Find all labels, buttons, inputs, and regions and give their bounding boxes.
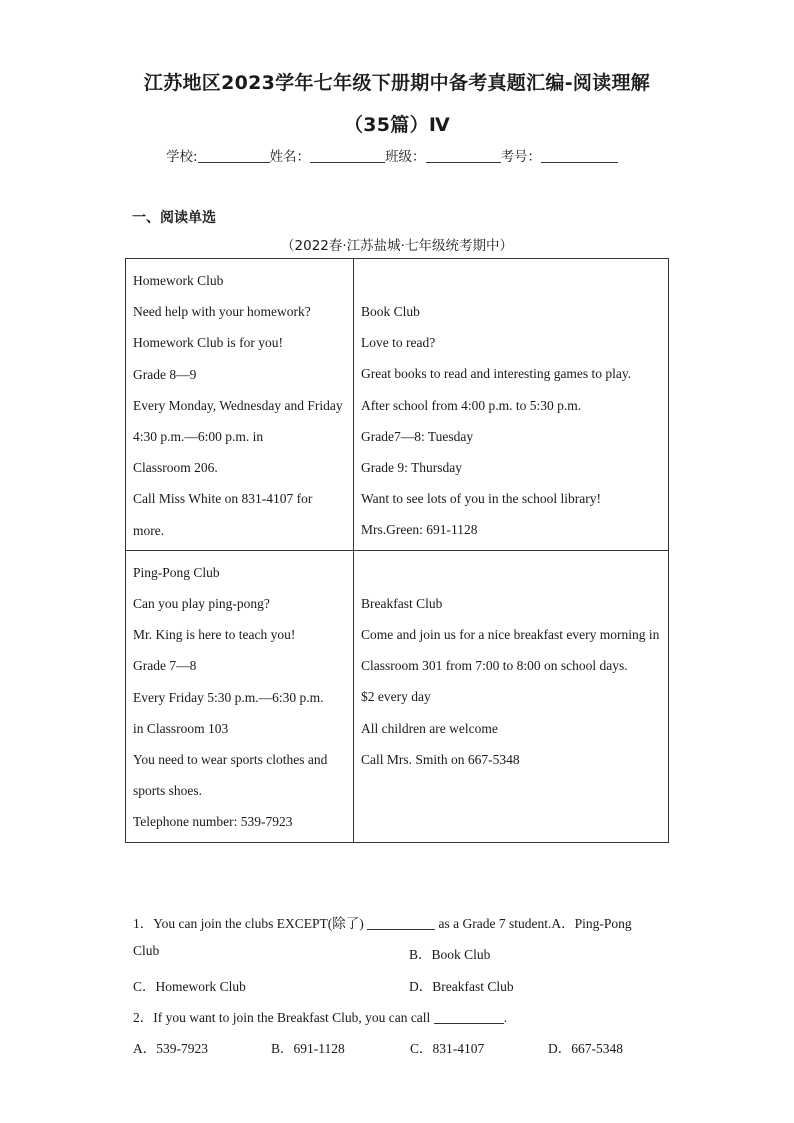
- question-2-blank[interactable]: [434, 1010, 504, 1024]
- class-blank[interactable]: [426, 149, 501, 163]
- homework-club-cell: [126, 259, 354, 551]
- question-2-text-after: .: [503, 1010, 508, 1025]
- list-item: Classroom 206.: [133, 460, 218, 476]
- clubs-table: [125, 258, 669, 843]
- source-note: （2022春·江苏盐城·七年级统考期中）: [281, 238, 513, 254]
- list-item: Great books to read and interesting games to play.: [361, 366, 632, 382]
- list-item: Need help with your homework?: [133, 304, 311, 320]
- question-1-option-d[interactable]: D．Breakfast Club: [409, 979, 514, 994]
- school-label: 学校:: [166, 149, 198, 165]
- breakfast-club-title: Breakfast Club: [361, 595, 443, 611]
- document-title: 江苏地区2023学年七年级下册期中备考真题汇编-阅读理解: [143, 72, 651, 94]
- list-item: Every Monday, Wednesday and Friday: [133, 397, 343, 413]
- list-item: Can you play ping-pong?: [133, 596, 270, 612]
- list-item: Call Mrs. Smith on 667-5348: [361, 751, 520, 767]
- list-item: in Classroom 103: [133, 720, 229, 736]
- book-club-title: Book Club: [361, 304, 420, 319]
- list-item: Call Miss White on 831-4107 for more.: [133, 491, 313, 538]
- question-2-text: 2．If you want to join the Breakfast Club, you can call: [133, 1010, 431, 1025]
- list-item: Mrs.Green: 691-1128: [361, 522, 478, 538]
- list-item: Every Friday 5:30 p.m.—6:30 p.m.: [133, 689, 324, 705]
- homework-club-title: Homework Club: [133, 273, 224, 288]
- breakfast-club-cell: [354, 550, 669, 842]
- question-1-blank[interactable]: [367, 916, 435, 930]
- question-1-option-c[interactable]: C．Homework Club: [133, 979, 246, 994]
- question-2-option-d[interactable]: D．667-5348: [548, 1041, 623, 1056]
- list-item: You need to wear sports clothes and sports shoes.: [133, 752, 328, 799]
- class-label: 班级：: [385, 149, 426, 165]
- table-row: [126, 259, 669, 551]
- book-club-cell: [354, 259, 669, 551]
- question-1-option-b[interactable]: B．Book Club: [409, 947, 491, 962]
- name-label: 姓名：: [269, 149, 311, 165]
- question-2-option-c[interactable]: C．831-4107: [410, 1041, 485, 1056]
- pingpong-club-title: Ping-Pong Club: [133, 564, 220, 580]
- question-2-option-a[interactable]: A．539-7923: [133, 1041, 208, 1056]
- table-row: [126, 550, 669, 842]
- question-1-text: 1．You can join the clubs EXCEPT(除了): [133, 916, 364, 931]
- list-item: Homework Club is for you!: [133, 335, 283, 351]
- list-item: Grade 8—9: [133, 366, 197, 382]
- question-2-option-b[interactable]: B．691-1128: [271, 1041, 345, 1056]
- document-subtitle: （35篇）Ⅳ: [343, 114, 451, 136]
- list-item: Grade7—8: Tuesday: [361, 428, 474, 444]
- name-blank[interactable]: [310, 149, 385, 163]
- list-item: Grade 9: Thursday: [361, 460, 462, 476]
- question-2-stem: [133, 1006, 507, 1026]
- question-1-text-after: as a Grade 7 student.A．Ping-Pong: [438, 916, 632, 931]
- student-info-line: [166, 145, 618, 165]
- list-item: $2 every day: [361, 689, 431, 705]
- list-item: Grade 7—8: [133, 658, 197, 674]
- list-item: Love to read?: [361, 335, 436, 351]
- list-item: Classroom 301 from 7:00 to 8:00 on school days.: [361, 658, 628, 674]
- number-label: 考号：: [500, 149, 542, 165]
- list-item: Want to see lots of you in the school library!: [361, 491, 601, 507]
- number-blank[interactable]: [541, 149, 618, 163]
- list-item: All children are welcome: [361, 720, 498, 736]
- list-item: 4:30 p.m.—6:00 p.m. in: [133, 429, 264, 445]
- list-item: Mr. King is here to teach you!: [133, 627, 296, 643]
- school-blank[interactable]: [198, 149, 270, 163]
- list-item: After school from 4:00 p.m. to 5:30 p.m.: [361, 397, 582, 413]
- question-1-stem: [133, 912, 632, 932]
- section-heading: 一、阅读单选: [132, 210, 216, 226]
- list-item: Telephone number: 539-7923: [133, 814, 293, 830]
- pingpong-club-cell: [126, 550, 354, 842]
- question-1-stem-wrap: Club: [133, 943, 160, 958]
- list-item: Come and join us for a nice breakfast every morning in: [361, 627, 660, 643]
